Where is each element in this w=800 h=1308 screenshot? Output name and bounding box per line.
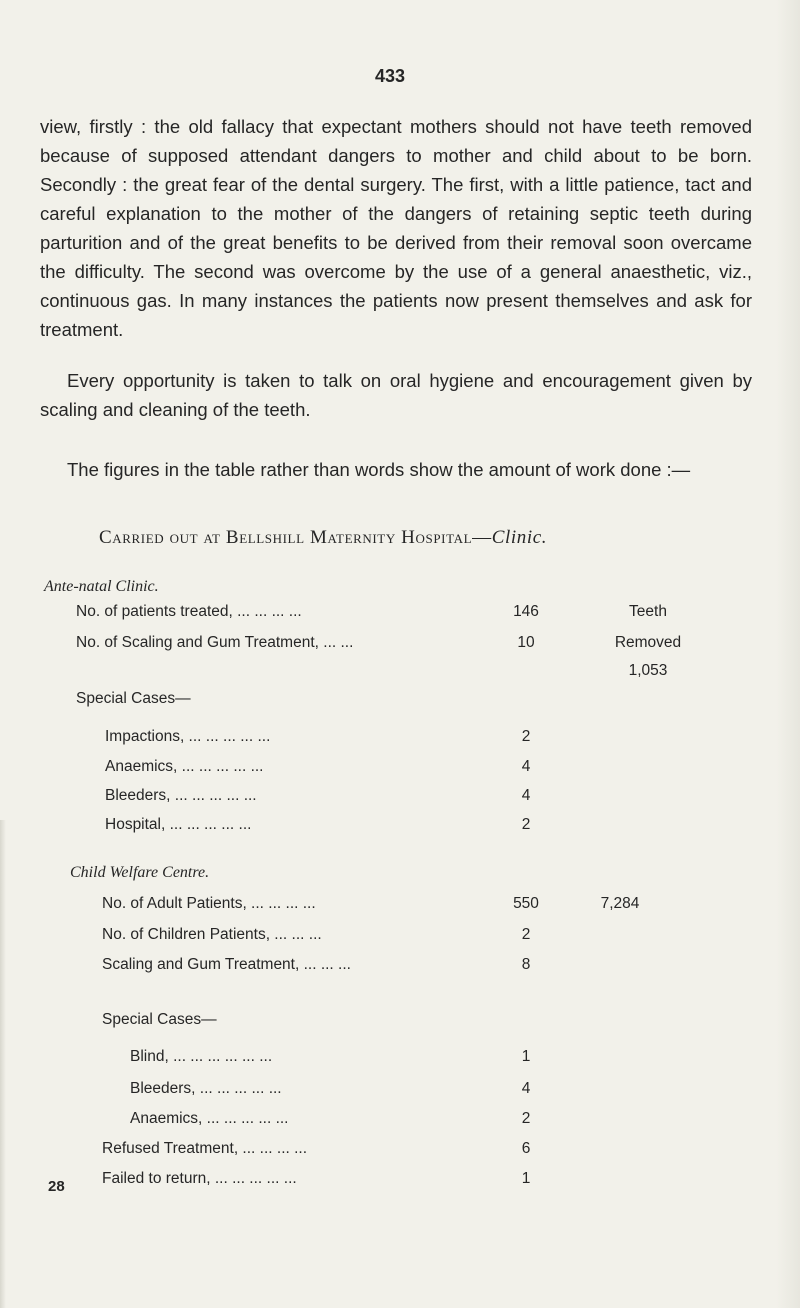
footer-number: 28 (48, 1178, 65, 1195)
row-value: 2 (521, 926, 531, 943)
row-label: Bleeders, ... ... ... ... ... (105, 787, 257, 804)
antenatal-teeth-removed: 1,053 (628, 662, 668, 679)
row-value: 2 (521, 728, 531, 745)
row-label: Anaemics, ... ... ... ... ... (130, 1110, 289, 1127)
row-value: 4 (521, 758, 531, 775)
table-heading-main: Carried out at Bellshill Maternity Hospital— (99, 527, 492, 548)
paragraph-2: Every opportunity is taken to talk on oral hygiene and encouragement given by scaling and cleaning of the teeth. (40, 370, 752, 420)
child-welfare-teeth-removed: 7,284 (600, 895, 640, 912)
row-value: 1 (521, 1170, 531, 1187)
table-heading-italic: Clinic. (491, 527, 548, 548)
row-label: No. of Children Patients, ... ... ... (102, 926, 322, 943)
left-edge-shadow (0, 820, 6, 1308)
row-label: Anaemics, ... ... ... ... ... (105, 758, 264, 775)
page-edge-shadow (776, 0, 800, 1308)
row-label: No. of Adult Patients, ... ... ... ... (102, 895, 316, 912)
row-value: 2 (521, 1110, 531, 1127)
row-value: 4 (521, 787, 531, 804)
paragraph-1: view, firstly : the old fallacy that expectant mothers should not have teeth removed because of supposed attendant dangers to mother and child about to be born. Secondly : the great fear of the dental surgery. The first, with a little patience, tact and careful explanation to the mother of the dangers of retaining septic teeth during parturition and of the great benefits to be derived from their removal soon overcame the difficulty. The second was overcome by the use of a general anaesthetic, viz., continuous gas. In many instances the patients now present themselves and ask for treatment. (40, 116, 752, 340)
row-value: 6 (521, 1140, 531, 1157)
teeth-label: Teeth (629, 603, 667, 620)
row-label: Blind, ... ... ... ... ... ... (130, 1048, 273, 1065)
row-value: 10 (517, 634, 535, 651)
row-value: 550 (513, 895, 539, 912)
row-label: Refused Treatment, ... ... ... ... (102, 1140, 308, 1157)
row-value: 8 (521, 956, 531, 973)
row-label: Impactions, ... ... ... ... ... (105, 728, 271, 745)
row-value: 146 (513, 603, 539, 620)
row-value: 4 (521, 1080, 531, 1097)
table-heading (99, 527, 547, 549)
child-welfare-title: Child Welfare Centre. (70, 864, 210, 881)
row-label: Failed to return, ... ... ... ... ... (102, 1170, 297, 1187)
paragraph-3: The figures in the table rather than words show the amount of work done :— (67, 459, 691, 480)
page-number: 433 (374, 66, 406, 86)
antenatal-title: Ante-natal Clinic. (44, 578, 159, 595)
row-label: Hospital, ... ... ... ... ... (105, 816, 252, 833)
row-label: Scaling and Gum Treatment, ... ... ... (102, 956, 351, 973)
row-label: No. of Scaling and Gum Treatment, ... ... (76, 634, 354, 651)
row-value: 2 (521, 816, 531, 833)
row-label: No. of patients treated, ... ... ... ... (76, 603, 302, 620)
row-value: 1 (521, 1048, 531, 1065)
removed-label: Removed (614, 634, 682, 651)
row-label: Bleeders, ... ... ... ... ... (130, 1080, 282, 1097)
